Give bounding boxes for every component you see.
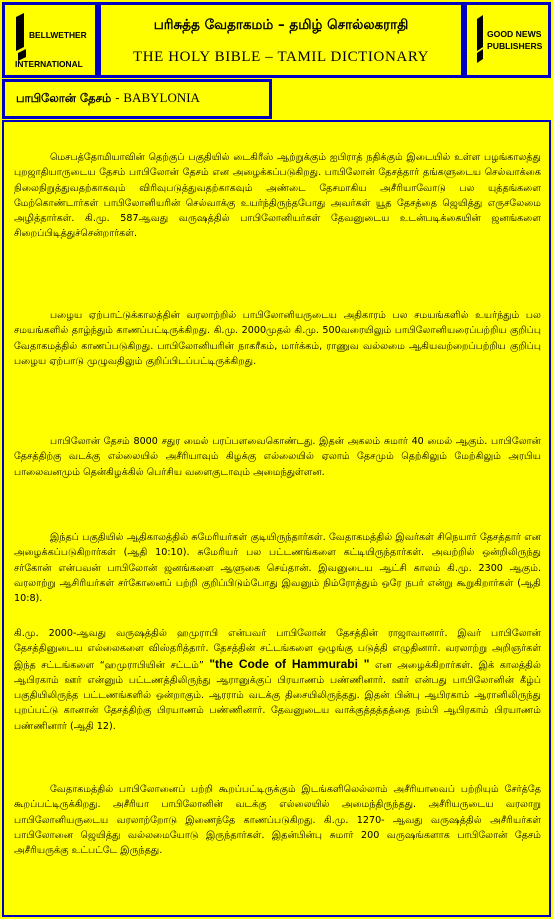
bellwether-logo-icon [7, 7, 93, 73]
logo-left-line2: INTERNATIONAL [15, 59, 83, 69]
topic-heading-box [2, 79, 272, 119]
header-title-box [98, 2, 464, 78]
paragraph-5 [14, 626, 541, 734]
logo-right-line1: GOOD NEWS [486, 29, 541, 39]
title-english: THE HOLY BIBLE – TAMIL DICTIONARY [132, 49, 430, 65]
topic-heading [16, 90, 200, 107]
logo-right-line2: PUBLISHERS [486, 41, 542, 51]
good-news-publishers-logo-icon [469, 7, 547, 73]
paragraph-2: பழைய ஏற்பாட்டுக்காலத்தின் வரலாற்றில் பாபிலோனியருடைய அதிகாரம் பல சமயங்களில் உயர்ந்தும் பல சமயங்களில் தாழ்ந்தும் காணப்பட்டிருக்கிறது. கி.மு. 2000முதல் கி.மு. 500வரையிலும் பாபிலோனியரைப்பற்றிய குறிப்பு வேதாகமத்தில் காணப்படுகிறது. பாபிலோனியரின் நாகரீகம், மார்க்கம், ராணுவ வல்லமை ஆகியவற்றைப்பற்றிய குறிப்பு பழைய ஏற்பாடு முழுவதிலும் குறிப்பிடப்பட்டிருக்கிறது. [14, 310, 541, 367]
title-tamil: பரிசுத்த வேதாகமம் – தமிழ் சொல்லகராதி [153, 17, 409, 33]
paragraph-3: பாபிலோன் தேசம் 8000 சதுர மைல் பரப்பளவைகொண்டது. இதன் அகலம் சுமார் 40 மைல் ஆகும். பாபிலோன் தேசத்திற்கு வடக்கு எல்லையில் அசீரியாவும் கிழக்கு எல்லையில் ஏலாம் தேசமும் தெற்கிலும் மேற்கிலும் அரபிய பாலைவனமும் தென்கிழக்கில் பெர்சிய வளைகுடாவும் அமைந்துள்ளன. [14, 436, 541, 478]
article-content [2, 120, 551, 917]
paragraph-1: மெசபத்தோமியாவின் தெற்குப் பகுதியில் டைகிரீஸ் ஆற்றுக்கும் ஐபிராத் நதிக்கும் இடையில் உள்ள பழங்காலத்து புறஜாதியாருடைய தேசம் பாபிலோன் தேசம் என அழைக்கப்படுகிறது. பாபிலோன் தேசத்தார் தங்களுடைய செல்வாக்கை நிலைநிறுத்துவதற்காகவும் விரிவுபடுத்துவதற்காகவும் அண்டை தேசமாகிய அசீரியாவோடு பல யுத்தங்களை மேற்கொண்டார்கள் பாபிலோனியரின் செல்வாக்கு உயர்ந்திருந்தபோது அவர்கள் யூத தேசத்தை ஜெயித்து எருசலேமை அழித்தார்கள். கி.மு. 587ஆவது வருஷத்தில் பாபிலோனியர்கள் தேவனுடைய உடன்படிக்கையின் ஜனங்களை சிறைப்பிடித்துச்சென்றார்கள். [14, 152, 541, 240]
paragraph-6: வேதாகமத்தில் பாபிலோனைப் பற்றி கூறப்பட்டிருக்கும் இடங்களிலெல்லாம் அசீரியாவைப் பற்றியும் சேர்த்தே கூறப்பட்டிருக்கிறது. அசீரியா பாபிலோனின் வடக்கு எல்லையில் அமைந்திருந்தது. அசீரியருடைய வரலாறு பாபிலோனியருடைய வரலாற்றோடு இணைந்தே காணப்படுகிறது. கி.மு. 1270- ஆவது வருஷத்தில் அசீரியர்கள் பாபிலோனை ஜெயித்து வல்லமையோடு இருந்தார்கள். இதன்பின்பு சுமார் 200 வருஷங்களாக பாபிலோன் தேசம் அசீரியருக்கு உட்பட்டே இருந்தது. [14, 784, 541, 857]
code-of-hammurabi: "the Code of Hammurabi " [209, 656, 370, 671]
topic-tamil: பாபிலோன் தேசம் [16, 91, 112, 105]
paragraph-4: இந்தப் பகுதியில் ஆதிகாலத்தில் சுமேரியர்கள் குடியிருந்தார்கள். வேதாகமத்தில் இவர்கள் சிநெயார் தேசத்தார் என அழைக்கப்படுகிறார்கள் (ஆதி 10:10). சுமேரியர் பல பட்டணங்களை கட்டியிருந்தார்கள். அவற்றில் ஒன்றிலிருந்து சர்கோன் என்பவன் பாபிலோன் ஜனங்களை ஆளுகை செய்தான். இவனுடைய ஆட்சி காலம் கி.மு. 2300 ஆகும். வரலாற்று ஆசிரியர்கள் சர்கோனைப் பற்றி குறிப்பிடும்போது இவனும் நிம்ரோத்தும் ஒரே நபர் என்று கூறுகிறார்கள் (ஆதி 10:8). [14, 532, 541, 605]
good-news-logo [464, 2, 551, 78]
logo-left-line1: BELLWETHER [29, 30, 87, 40]
paragraph-5-part-b: என அழைக்கிறார்கள். இக் காலத்தில் ஆபிரகாம் ஊர் என்னும் பட்டணத்திலிருந்து ஆரானுக்குப் பிரயாணம் பண்ணினார். ஊர் என்பது பாபிலோனின் கீழ்ப் பகுதியிலிருந்த பட்டணங்களில் ஒன்றாகும். ஆரராம் வடக்கு திசையிலிருந்தது. இதன் பின்பு ஆபிரகாம் ஆரானிலிருந்து புறப்பட்டு கானான் தேசத்திற்கு பிரயாணம் பண்ணினார். தேவனுடைய வாக்குத்தத்தத்தை நம்பி ஆபிரகாம் பிரயாணம் பண்ணினார் (ஆதி 12). [14, 659, 541, 732]
topic-separator: - [111, 90, 124, 105]
bellwether-logo [2, 2, 98, 78]
topic-english: BABYLONIA [123, 90, 200, 105]
paragraph-5-part-a: கி.மு. 2000-ஆவது வருஷத்தில் ஹமுராபி என்பவர் பாபிலோன் தேசத்தின் ராஜாவானார். இவர் பாபிலோன் தேசத்தினுடைய எல்லைகளை விஸ்தரித்தார். தேசத்தின் சட்டங்களை ஒழுங்கு படுத்தி எழுதினார். வரலாற்று அறிஞர்கள் இந்த சட்டங்களை “ஹமுராபியின் சட்டம்” [14, 628, 541, 671]
